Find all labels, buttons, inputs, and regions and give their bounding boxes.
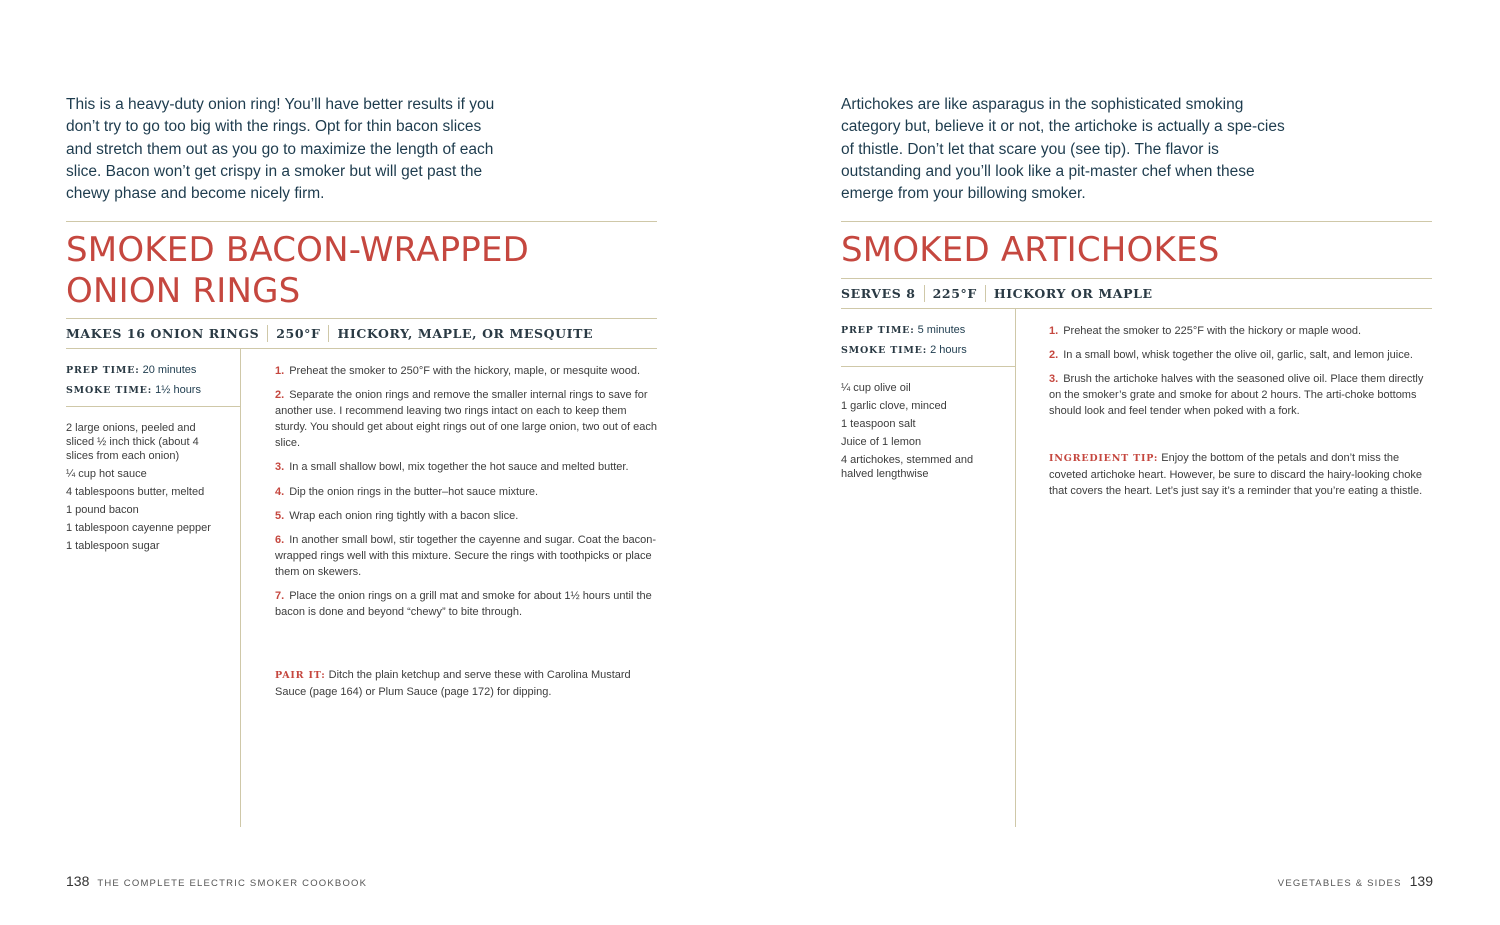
- recipe-title: SMOKED ARTICHOKES: [841, 230, 1220, 270]
- recipe-intro: Artichokes are like asparagus in the sophisticated smoking category but, believe it or not, the artichoke is actually a spe-cies of thistle. Don’t let that scare you (see tip). The flavor is outstanding and you’ll look like a pit-master chef when these emerge from your billowing smoker.: [841, 96, 1285, 203]
- divider: [66, 348, 657, 349]
- step-number: 1.: [275, 365, 285, 377]
- ingredient-item: 1 teaspoon salt: [841, 417, 916, 430]
- smoke-time-value: 1½ hours: [155, 383, 201, 396]
- meta-separator: [985, 285, 986, 302]
- ingredient-item: 1 tablespoon cayenne pepper: [66, 521, 211, 534]
- step-item: [1049, 347, 1434, 363]
- smoke-time: [841, 341, 967, 361]
- step-item: [275, 484, 657, 500]
- step-text: In a small bowl, whisk together the olive oil, garlic, salt, and lemon juice.: [1063, 349, 1413, 362]
- divider: [66, 318, 657, 319]
- page-number: 138: [66, 873, 90, 889]
- tip-label: INGREDIENT TIP:: [1049, 453, 1159, 464]
- step-number: 4.: [275, 485, 285, 498]
- step-item: [275, 508, 657, 524]
- wood-text: HICKORY, MAPLE, OR MESQUITE: [337, 326, 594, 341]
- smoke-time-label: SMOKE TIME:: [66, 384, 153, 396]
- step-item: [275, 532, 657, 580]
- step-text: Preheat the smoker to 250°F with the hickory, maple, or mesquite wood.: [289, 365, 641, 377]
- ingredient-item: 1 pound bacon: [66, 503, 139, 516]
- step-item: [275, 363, 657, 379]
- column-divider: [1015, 309, 1016, 827]
- step-number: 3.: [275, 461, 285, 474]
- column-divider: [240, 349, 241, 827]
- step-list: [1049, 323, 1434, 427]
- page-footer: [1278, 873, 1433, 889]
- step-text: Place the onion rings on a grill mat and smoke for about 1½ hours until the bacon is done and beyond “chewy” to bite through.: [275, 590, 652, 619]
- step-text: Dip the onion rings in the butter–hot sauce mixture.: [289, 485, 539, 498]
- tip-text: Ditch the plain ketchup and serve these with Carolina Mustard Sauce (page 164) or Plum Sauce (page 172) for dipping.: [275, 669, 631, 699]
- recipe-title-line1: SMOKED BACON-WRAPPED: [66, 230, 530, 270]
- running-title: VEGETABLES & SIDES: [1277, 878, 1402, 889]
- ingredient-list: [66, 422, 226, 558]
- tip-text: Enjoy the bottom of the petals and don’t miss the coveted artichoke heart. However, be sure to discard the hairy-looking choke that covers the heart. Let’s just say it’s a reminder that you’re eating a thistle.: [1049, 452, 1423, 498]
- step-number: 3.: [1049, 373, 1059, 386]
- tip-label: PAIR IT:: [275, 670, 326, 681]
- step-number: 2.: [1049, 349, 1059, 362]
- step-item: [275, 387, 657, 451]
- step-text: Separate the onion rings and remove the smaller internal rings to save for another use. I recommend leaving two rings intact on each to keep them sturdy. You should get about eight rings out of one large onion, two out of each slice.: [275, 389, 658, 450]
- smoke-time-value: 2 hours: [930, 343, 967, 356]
- recipe-title-line2: ONION RINGS: [66, 271, 301, 311]
- prep-time-value: 5 minutes: [917, 324, 966, 336]
- divider: [841, 308, 1432, 309]
- meta-separator: [267, 325, 268, 342]
- ingredient-item: ¼ cup olive oil: [841, 382, 911, 394]
- divider: [841, 278, 1432, 279]
- times-block: [66, 361, 201, 400]
- right-page: [750, 0, 1500, 925]
- step-text: Brush the artichoke halves with the seasoned olive oil. Place them directly on the smoker’s grate and smoke for about 2 hours. The arti-choke bottoms should look and feel tender when poked with a fork.: [1049, 373, 1424, 418]
- temp-text: 225°F: [932, 286, 977, 301]
- ingredient-item: 4 artichokes, stemmed and halved lengthwise: [841, 453, 974, 480]
- ingredient-list: [841, 382, 1001, 486]
- step-item: [275, 459, 657, 475]
- temp-text: 250°F: [276, 326, 321, 341]
- step-text: Wrap each onion ring tightly with a bacon slice.: [289, 509, 519, 522]
- smoke-time: [66, 381, 201, 401]
- ingredient-item: 1 tablespoon sugar: [66, 539, 160, 552]
- ingredient-item: 2 large onions, peeled and sliced ½ inch thick (about 4 slices from each onion): [66, 422, 199, 462]
- step-text: In another small bowl, stir together the cayenne and sugar. Coat the bacon-wrapped rings well with this mixture. Secure the rings with toothpicks or place them on skewers.: [275, 533, 657, 578]
- step-number: 5.: [275, 509, 285, 522]
- prep-time-label: PREP TIME:: [66, 365, 140, 376]
- recipe-meta: [841, 285, 1153, 302]
- divider: [841, 366, 1016, 367]
- prep-time-label: PREP TIME:: [841, 325, 915, 336]
- ingredient-item: Juice of 1 lemon: [841, 435, 922, 448]
- recipe-title: [66, 230, 529, 312]
- meta-separator: [924, 285, 925, 302]
- ingredient-item: ¼ cup hot sauce: [66, 467, 147, 480]
- running-title: THE COMPLETE ELECTRIC SMOKER COOKBOOK: [97, 878, 368, 889]
- ingredient-item: 1 garlic clove, minced: [841, 399, 947, 412]
- step-number: 6.: [275, 533, 285, 546]
- step-number: 1.: [1049, 325, 1059, 337]
- yield-text: SERVES 8: [841, 286, 916, 301]
- prep-time: [66, 361, 201, 381]
- meta-separator: [328, 325, 329, 342]
- step-text: Preheat the smoker to 225°F with the hickory or maple wood.: [1063, 325, 1362, 337]
- step-item: [1049, 371, 1434, 419]
- divider: [66, 406, 241, 407]
- recipe-tip: [275, 667, 657, 700]
- step-item: [275, 588, 657, 620]
- prep-time: [841, 321, 967, 341]
- smoke-time-label: SMOKE TIME:: [841, 344, 928, 356]
- page-number: 139: [1409, 873, 1433, 889]
- step-text: In a small shallow bowl, mix together the hot sauce and melted butter.: [289, 461, 629, 474]
- ingredient-item: 4 tablespoons butter, melted: [66, 485, 205, 498]
- times-block: [841, 321, 967, 360]
- recipe-meta: [66, 325, 593, 342]
- page-footer: [66, 873, 367, 889]
- yield-text: MAKES 16 ONION RINGS: [66, 326, 260, 341]
- step-number: 7.: [275, 590, 285, 603]
- step-list: [275, 363, 657, 628]
- divider: [841, 221, 1432, 222]
- divider: [66, 221, 657, 222]
- recipe-tip: [1049, 450, 1434, 499]
- wood-text: HICKORY OR MAPLE: [993, 286, 1153, 301]
- recipe-intro: This is a heavy-duty onion ring! You’ll have better results if you don’t try to go too big with the rings. Opt for thin bacon slices and stretch them out as you go to maximize the length of each slice. Bacon won’t get crispy in a smoker but will get past the chewy phase and become nicely firm.: [66, 96, 495, 203]
- step-item: [1049, 323, 1434, 339]
- step-number: 2.: [275, 389, 285, 402]
- prep-time-value: 20 minutes: [142, 364, 197, 376]
